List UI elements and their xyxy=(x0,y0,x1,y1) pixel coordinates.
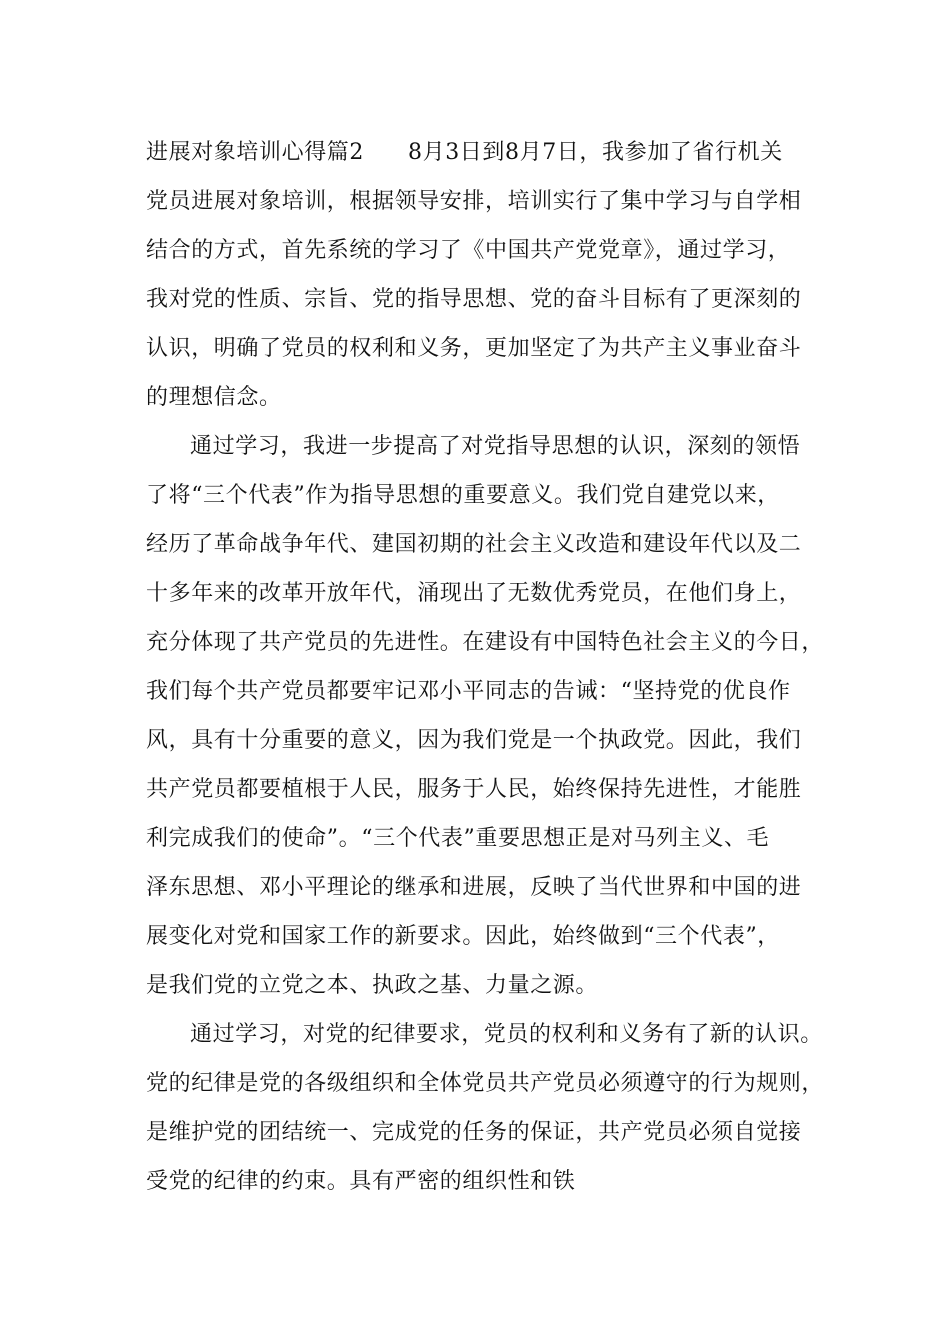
text-line: 通过学习，我进一步提高了对党指导思想的认识，深刻的领悟 xyxy=(190,434,801,459)
text-line: 是我们党的立党之本、执政之基、力量之源。 xyxy=(146,973,599,998)
text-line: 受党的纪律的约束。具有严密的组织性和铁 xyxy=(146,1169,576,1194)
text-line: 认识，明确了党员的权利和义务，更加坚定了为共产主义事业奋斗 xyxy=(146,336,802,361)
text-line: 我对党的性质、宗旨、党的指导思想、党的奋斗目标有了更深刻的 xyxy=(146,287,802,312)
text-line: 展变化对党和国家工作的新要求。因此，始终做到“三个代表”， xyxy=(146,924,780,949)
text-line: 十多年来的改革开放年代，涌现出了无数优秀党员，在他们身上， xyxy=(146,581,802,606)
text-line: 进展对象培训心得篇2 8月3日到8月7日，我参加了省行机关 xyxy=(146,140,783,165)
text-line: 结合的方式，首先系统的学习了《中国共产党党章》，通过学习， xyxy=(146,238,791,263)
text-line: 风，具有十分重要的意义，因为我们党是一个执政党。因此，我们 xyxy=(146,728,802,753)
document-title: 进展对象培训心得篇2 xyxy=(146,140,364,165)
document-body xyxy=(146,128,836,1206)
text-line: 的理想信念。 xyxy=(146,385,282,410)
text-line: 经历了革命战争年代、建国初期的社会主义改造和建设年代以及二 xyxy=(146,532,802,557)
text-line: 共产党员都要植根于人民，服务于人民，始终保持先进性，才能胜 xyxy=(146,777,802,802)
text-line: 我们每个共产党员都要牢记邓小平同志的告诫：“坚持党的优良作 xyxy=(146,679,791,704)
text-line: 党员进展对象培训，根据领导安排，培训实行了集中学习与自学相 xyxy=(146,189,802,214)
text-line: 党的纪律是党的各级组织和全体党员共产党员必须遵守的行为规则， xyxy=(146,1071,825,1096)
text-line: 充分体现了共产党员的先进性。在建设有中国特色社会主义的今日， xyxy=(146,630,825,655)
text-line: 了将“三个代表”作为指导思想的重要意义。我们党自建党以来， xyxy=(146,483,780,508)
text-line: 是维护党的团结统一、完成党的任务的保证，共产党员必须自觉接 xyxy=(146,1120,802,1145)
text-line: 利完成我们的使命”。“三个代表”重要思想正是对马列主义、毛 xyxy=(146,826,770,851)
text-line: 泽东思想、邓小平理论的继承和进展，反映了当代世界和中国的进 xyxy=(146,875,802,900)
text-line: 通过学习，对党的纪律要求，党员的权利和义务有了新的认识。 xyxy=(190,1022,823,1047)
